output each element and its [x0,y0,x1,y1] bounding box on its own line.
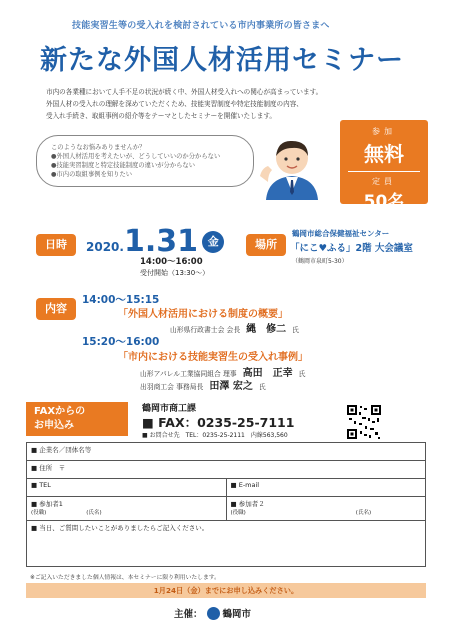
sponsor-label: 主催： [174,609,203,620]
intro-line: 受入れ手続き、取組事例の紹介等をテーマとしたセミナーを開催いたします。 [46,112,276,120]
header-lead: 技能実習生等の受入れを検討されている市内事業所の皆さまへ [72,21,330,31]
concern-item: ●技能実習制度と特定技能制度の違いが分からない [51,162,196,169]
company-field[interactable] [27,443,426,461]
fax-org: 鶴岡市商工課 [142,404,197,414]
deadline-banner: 1月24日（金）までにお申し込みください。 [26,583,426,598]
sponsor [174,606,251,620]
venue-room: 「にこ♥ふる」2階 大会議室 [290,243,413,254]
speaker-affiliation: 山形アパレル工業協同組合 理事 [140,370,237,378]
speaker-affiliation: 山形県行政書士会 会長 [170,326,241,334]
speaker [170,320,299,335]
businessman-illustration [256,130,328,200]
session-time: 14:00～15:15 [82,294,160,306]
speaker-suffix: 氏 [292,326,299,334]
tel-field[interactable] [27,479,227,497]
intro-text [46,86,426,122]
qr-code-icon[interactable] [346,404,382,440]
field-label: ■ 企業名／団体名等 [31,446,92,454]
fax-label-line: FAXからの [34,406,86,417]
field-label: ■ 参加者２ [230,500,265,508]
name-label: (氏名) [355,510,372,516]
date-day: 1.31 [123,224,198,259]
date-label: 日時 [36,234,76,256]
fax-label-line: お申込み [34,420,74,431]
session-lecture: 「外国人材活用における制度の概要」 [118,309,288,320]
venue-label: 場所 [246,234,286,256]
session-lecture: 「市内における技能実習生の受入れ事例」 [118,352,308,363]
field-label: ■ E-mail [230,481,260,489]
address-field[interactable] [27,461,426,479]
name-label: (氏名) [86,510,102,516]
badge-divider [348,171,420,172]
attendee1-field[interactable] [27,497,227,521]
questions-field[interactable] [27,521,426,567]
fee-capacity-badge [340,120,428,212]
position-label: (役職) [230,510,246,516]
venue-address: （鶴岡市泉町5-30） [292,258,348,265]
venue-facility: 鶴岡市総合保健福祉センター [292,229,390,238]
fax-number: ■ FAX：0235-25-7111 [142,415,295,430]
speaker-name: 高田 正幸 [242,368,293,379]
page-title: 新たな外国人材活用セミナー [40,45,404,76]
fax-application-label [26,402,128,436]
attendee2-field[interactable] [226,497,426,521]
event-date [86,224,224,259]
position-label: (役職) [31,510,47,516]
intro-line: 市内の各業種において人手不足の状況が続く中、外国人材受入れへの関心が高まっています。 [46,88,323,96]
weekday-badge: 金 [202,231,224,253]
field-label: ■ 参加者1 [31,500,63,508]
email-field[interactable] [226,479,426,497]
city-emblem-icon [207,607,220,620]
sponsor-name: 鶴岡市 [222,609,252,620]
capacity-value: 50名 [363,192,405,212]
speaker [140,377,266,392]
fee-label: 参加 [372,127,396,136]
content-label: 内容 [36,298,76,320]
session-time: 15:20～16:00 [82,336,160,348]
event-time: 14:00～16:00 [140,257,203,267]
speaker-affiliation: 出羽商工会 事務局長 [140,383,204,391]
field-label: ■ 住所 〒 [31,464,66,472]
concern-item: ●外国人材活用を考えたいが、どうしていいのか分からない [51,153,221,160]
speaker-suffix: 氏 [258,383,266,391]
application-form [26,442,426,567]
reception-time: 受付開始（13:30～） [140,269,210,277]
capacity-label: 定員 [372,177,396,186]
intro-line: 外国人材の受入れの理解を深めていただくため、技能実習制度や特定技能制度の内容、 [46,100,303,108]
date-year: 2020. [86,240,124,254]
speaker-name: 縄 修二 [246,324,287,335]
speaker-name: 田澤 宏之 [209,381,253,392]
concerns-title: このようなお悩みありませんか？ [51,144,146,151]
privacy-note: ※ご記入いただきました個人情報は、本セミナーに限り利用いたします。 [30,575,220,581]
contact-info: ■ お問合せ先 TEL：0235-25-2111 内線563,560 [142,432,288,439]
concern-item: ●市内の取組事例を知りたい [51,171,133,178]
fee-value: 無料 [364,142,404,166]
field-label: ■ 当日、ご質問したいことがありましたらご記入ください。 [31,524,209,532]
speaker-suffix: 氏 [298,370,306,378]
field-label: ■ TEL [31,481,51,489]
concerns-bubble [36,135,254,187]
